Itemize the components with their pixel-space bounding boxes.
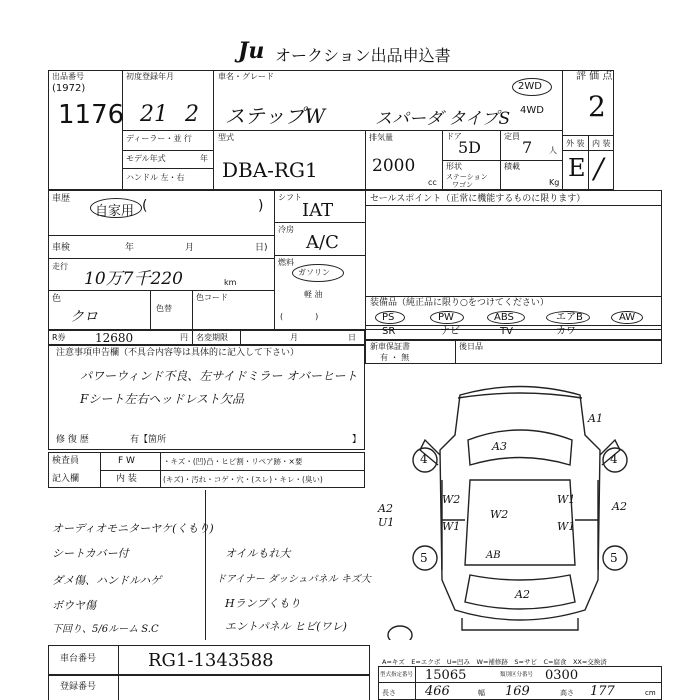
sales-point-label: セールスポイント（正常に機能するものに限ります） bbox=[370, 194, 586, 204]
ac-value: A/C bbox=[306, 232, 339, 253]
model-grade: スパーダ タイプS bbox=[375, 109, 511, 129]
shape-value-1: ステーション bbox=[446, 173, 488, 181]
history-paren-close: ) bbox=[258, 198, 264, 214]
fuel-label: 燃料 bbox=[278, 258, 294, 267]
dealer-label: ディーラー・並 行 bbox=[126, 134, 192, 143]
inspector-fw-label: F W bbox=[118, 456, 135, 466]
warranty-label: 新車保証書 bbox=[370, 342, 410, 351]
recycle-unit: 円 bbox=[180, 333, 188, 342]
model-year-label: モデル年式 bbox=[126, 154, 166, 163]
mark-w2-c: W2 bbox=[490, 508, 509, 521]
equip-airbag: エアB bbox=[556, 312, 583, 323]
color-value: クロ bbox=[70, 309, 98, 325]
lot-label: 出品番号 bbox=[52, 72, 84, 81]
mark-w1-r: W1 bbox=[557, 493, 576, 506]
inspector-note-3: ダメ傷、ハンドルハゲ bbox=[52, 574, 162, 587]
history-paren-open: ( bbox=[142, 198, 148, 214]
name-change-day: 日 bbox=[348, 333, 356, 342]
mark-5-right: 5 bbox=[610, 551, 618, 565]
mileage-value: 10万7千220 bbox=[84, 269, 183, 289]
dim-height: 177 bbox=[590, 684, 615, 699]
score-int-value: / bbox=[594, 152, 604, 185]
mark-5-left: 5 bbox=[420, 551, 428, 565]
equip-ps: PS bbox=[382, 312, 395, 323]
doors-value: 5D bbox=[458, 138, 482, 157]
equip-navi: ナビ bbox=[440, 326, 460, 337]
shift-label: シフト bbox=[278, 193, 302, 202]
inspection-day: 日) bbox=[255, 243, 268, 253]
first-reg-month: 2 bbox=[185, 102, 199, 127]
mark-u1: U1 bbox=[378, 516, 395, 529]
inspector-label: 検査員 bbox=[52, 456, 80, 466]
inspector-label-2: 記入欄 bbox=[52, 474, 80, 484]
inspector-interior-label: 内 装 bbox=[116, 474, 137, 484]
inspector-note-r3: Hランプくもり bbox=[225, 597, 301, 610]
displacement-label: 排気量 bbox=[369, 133, 393, 142]
score-value: 2 bbox=[588, 90, 606, 123]
diagram-legend: A=キズ E=エクボ U=凹み W=補修跡 S=サビ C=腐食 XX=交換済 bbox=[382, 658, 607, 666]
inspection-label: 車検 bbox=[52, 243, 71, 253]
ac-label: 冷房 bbox=[278, 225, 294, 234]
color-change-label: 色替 bbox=[156, 304, 172, 313]
inspector-note-r4: エントパネル ヒビ(ワレ) bbox=[225, 620, 347, 633]
shift-value: IAT bbox=[302, 200, 334, 221]
displacement-unit: cc bbox=[428, 178, 437, 187]
registration-row bbox=[48, 675, 370, 700]
mark-a1-top: A1 bbox=[588, 412, 603, 425]
recycle-value: 12680 bbox=[95, 331, 134, 345]
inspector-note-2: シートカバー付 bbox=[52, 547, 129, 560]
dim-kata: 15065 bbox=[425, 668, 467, 683]
lot-number: 1176 bbox=[58, 100, 125, 130]
notes-line-1: パワーウィンド不良、左サイドミラー オバーヒート bbox=[80, 369, 358, 383]
handle-label: ハンドル 左・右 bbox=[126, 173, 185, 182]
equip-abs: ABS bbox=[494, 312, 514, 323]
notes-label: 注意事項申告欄（不具合内容等は具体的に記入して下さい） bbox=[56, 348, 300, 358]
capacity-label: 定員 bbox=[504, 132, 520, 141]
dim-width: 169 bbox=[505, 684, 530, 699]
model-name: ステップW bbox=[225, 104, 326, 128]
mark-4-left: 4 bbox=[420, 452, 428, 466]
mark-a2-bottom: A2 bbox=[515, 588, 530, 601]
chassis-value: RG1-1343588 bbox=[148, 650, 274, 671]
dim-label-2: 類別区分番号 bbox=[500, 672, 534, 678]
name-change-label: 名変期限 bbox=[196, 333, 228, 342]
fuel-paren: ( ) bbox=[280, 312, 319, 321]
capacity-value: 7 bbox=[522, 138, 533, 157]
equip-aw: AW bbox=[619, 312, 636, 323]
name-change-month: 月 bbox=[290, 333, 298, 342]
equip-tv: TV bbox=[500, 326, 513, 337]
equip-sr: SR bbox=[382, 326, 396, 337]
repair-close: 】 bbox=[352, 435, 362, 445]
dim-width-label: 幅 bbox=[478, 689, 485, 697]
mark-w1-r2: W1 bbox=[557, 520, 576, 533]
equip-leather: カワ bbox=[556, 326, 576, 337]
type-label: 型式 bbox=[218, 133, 234, 142]
score-ext-label: 外 装 bbox=[566, 139, 585, 148]
dim-height-label: 高さ bbox=[560, 689, 574, 697]
first-reg-label: 初度登録年月 bbox=[126, 72, 174, 81]
shape-value-2: ワゴン bbox=[452, 181, 473, 189]
dim-length: 466 bbox=[425, 684, 450, 699]
color-label: 色 bbox=[52, 294, 62, 304]
warranty-value: 有 ・ 無 bbox=[380, 353, 410, 362]
dim-length-label: 長さ bbox=[382, 689, 396, 697]
other-label: 後日品 bbox=[459, 342, 483, 351]
mileage-label: 走行 bbox=[52, 262, 68, 271]
mark-a3: A3 bbox=[492, 440, 507, 453]
load-unit: Kg bbox=[549, 178, 560, 187]
mileage-unit: km bbox=[224, 278, 237, 287]
inspector-note-5: 下回り、5/6ルーム S.C bbox=[52, 624, 159, 635]
mark-a2-right: A2 bbox=[612, 500, 627, 513]
dim-unit: cm bbox=[645, 689, 656, 697]
mark-w1-l: W1 bbox=[442, 520, 461, 533]
history-value: 自家用 bbox=[95, 204, 135, 219]
notes-line-2: Fシート左右ヘッドレスト欠品 bbox=[80, 392, 244, 406]
model-year-unit: 年 bbox=[200, 154, 208, 163]
dim-label-1: 型式指定番号 bbox=[380, 672, 414, 678]
model-label: 車名・グレード bbox=[218, 72, 274, 81]
inspector-fw-items: ・キズ・(凹)凸・ヒビ割・リペア跡・×要 bbox=[163, 457, 303, 466]
equipment-label: 装備品（純正品に限り○をつけてください） bbox=[370, 298, 549, 308]
auction-logo: Ju bbox=[238, 38, 265, 64]
chassis-label: 車台番号 bbox=[60, 654, 97, 664]
inspector-note-r2: ドアイナー ダッシュパネル キズ大 bbox=[216, 574, 371, 585]
drive-4wd: 4WD bbox=[520, 105, 544, 116]
repair-value: 有【箇所 bbox=[130, 435, 167, 445]
score-int-label: 内 装 bbox=[592, 139, 611, 148]
mark-a2-left: A2 bbox=[378, 502, 393, 515]
registration-label: 登録番号 bbox=[60, 682, 97, 692]
inspector-note-r1: オイルもれ大 bbox=[225, 547, 291, 560]
repair-label: 修 復 歴 bbox=[56, 435, 89, 445]
shape-label: 形状 bbox=[446, 162, 462, 171]
type-value: DBA-RG1 bbox=[222, 158, 318, 182]
inspector-interior-items: (キズ)・汚れ・コゲ・穴・(スレ)・キレ・(臭い) bbox=[163, 475, 323, 484]
mark-ab: AB bbox=[486, 550, 501, 561]
drive-2wd: 2WD bbox=[518, 81, 542, 92]
fuel-diesel: 軽 油 bbox=[304, 290, 323, 299]
dim-rui: 0300 bbox=[545, 668, 579, 683]
score-label: 評 価 点 bbox=[576, 71, 613, 82]
capacity-unit: 人 bbox=[549, 146, 557, 155]
lot-sub: (1972) bbox=[52, 83, 86, 94]
displacement-value: 2000 bbox=[372, 156, 416, 176]
inspection-month: 月 bbox=[185, 243, 195, 253]
inspector-note-4: ボウヤ傷 bbox=[52, 599, 96, 612]
equip-pw: PW bbox=[438, 312, 454, 323]
first-reg-year: 21 bbox=[140, 102, 168, 127]
history-label: 車歴 bbox=[52, 194, 71, 204]
score-ext-value: E bbox=[568, 154, 586, 182]
color-code-label: 色コード bbox=[196, 293, 228, 302]
load-label: 積載 bbox=[504, 162, 520, 171]
inspector-note-1: オーディオモニターヤケ(くもり) bbox=[52, 522, 214, 535]
fuel-gasoline: ガソリン bbox=[298, 268, 330, 277]
mark-w2-l: W2 bbox=[442, 493, 461, 506]
mark-4-right: 4 bbox=[610, 452, 618, 466]
doors-label: ドア bbox=[446, 132, 462, 141]
inspection-year: 年 bbox=[125, 243, 135, 253]
form-title: オークション出品申込書 bbox=[275, 46, 451, 65]
recycle-label: R券 bbox=[52, 333, 66, 342]
